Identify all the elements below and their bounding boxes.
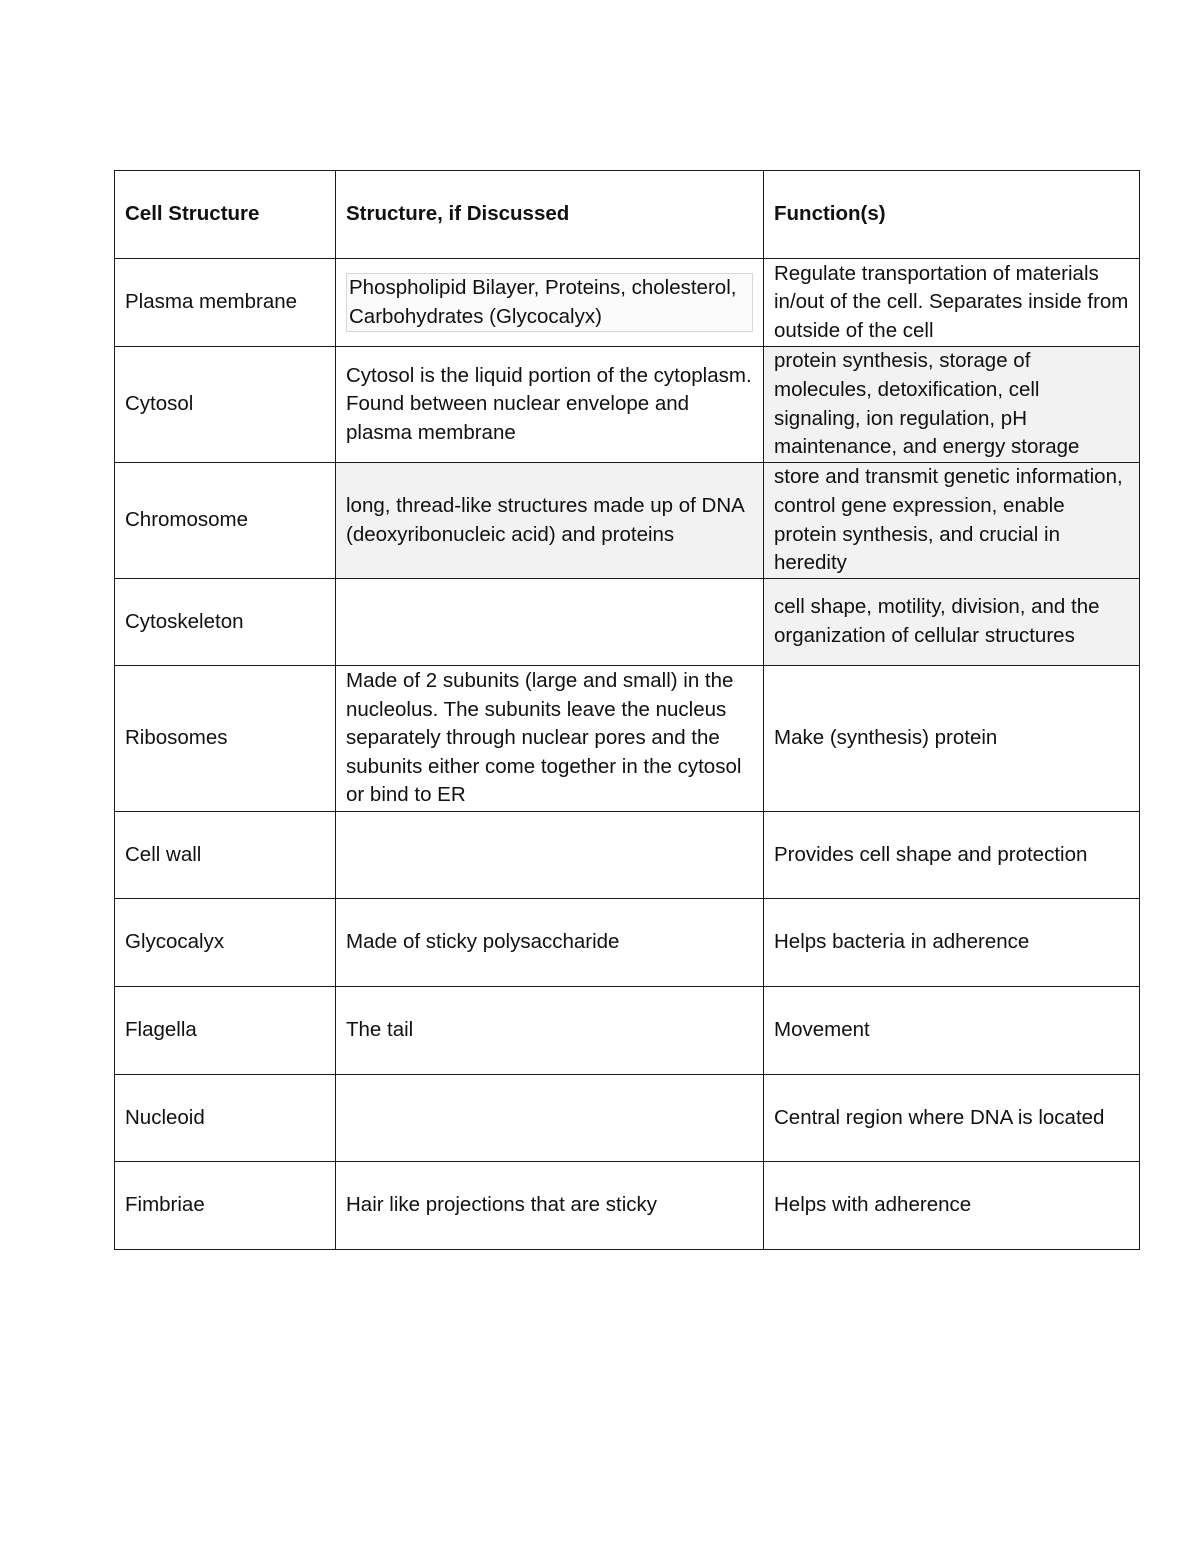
table-header-row <box>115 171 1140 259</box>
table-row <box>115 259 1140 347</box>
cell-structure-detail: Made of 2 subunits (large and small) in the nucleolus. The subunits leave the nucleus separately through nuclear pores and the subunits either come together in the cytosol or bind to ER <box>336 666 764 812</box>
cell-function: Helps bacteria in adherence <box>764 899 1140 987</box>
cell-structure-name: Cell wall <box>115 812 336 899</box>
header-structure-if-discussed: Structure, if Discussed <box>336 171 764 259</box>
cell-structure-name: Ribosomes <box>115 666 336 812</box>
cell-function: protein synthesis, storage of molecules, detoxification, cell signaling, ion regulation, pH maintenance, and energy storage <box>764 347 1140 463</box>
cell-structure-table <box>114 170 1140 1250</box>
cell-structure-name: Flagella <box>115 987 336 1075</box>
table-row <box>115 666 1140 812</box>
cell-structure-name: Cytoskeleton <box>115 579 336 666</box>
cell-structure-detail: Made of sticky polysaccharide <box>336 899 764 987</box>
cell-structure-detail <box>336 1075 764 1162</box>
cell-structure-detail: Cytosol is the liquid portion of the cytoplasm. Found between nuclear envelope and plasma membrane <box>336 347 764 463</box>
cell-function: cell shape, motility, division, and the organization of cellular structures <box>764 579 1140 666</box>
cell-function: Central region where DNA is located <box>764 1075 1140 1162</box>
cell-function: Make (synthesis) protein <box>764 666 1140 812</box>
header-cell-structure: Cell Structure <box>115 171 336 259</box>
cell-structure-name: Cytosol <box>115 347 336 463</box>
table-row <box>115 579 1140 666</box>
highlighted-text: Phospholipid Bilayer, Proteins, cholesterol, Carbohydrates (Glycocalyx) <box>346 273 753 332</box>
cell-function: Movement <box>764 987 1140 1075</box>
table-row <box>115 1075 1140 1162</box>
table-row <box>115 347 1140 463</box>
cell-function: Provides cell shape and protection <box>764 812 1140 899</box>
cell-function: Regulate transportation of materials in/out of the cell. Separates inside from outside of the cell <box>764 259 1140 347</box>
cell-structure-name: Glycocalyx <box>115 899 336 987</box>
cell-structure-name: Nucleoid <box>115 1075 336 1162</box>
cell-structure-name: Chromosome <box>115 463 336 579</box>
cell-structure-detail: Hair like projections that are sticky <box>336 1162 764 1250</box>
cell-function: store and transmit genetic information, control gene expression, enable protein synthesis, and crucial in heredity <box>764 463 1140 579</box>
table-row <box>115 899 1140 987</box>
cell-structure-detail <box>336 579 764 666</box>
table-row <box>115 987 1140 1075</box>
table-row <box>115 463 1140 579</box>
cell-structure-detail: The tail <box>336 987 764 1075</box>
table-row <box>115 812 1140 899</box>
header-functions: Function(s) <box>764 171 1140 259</box>
cell-structure-detail: long, thread-like structures made up of DNA (deoxyribonucleic acid) and proteins <box>336 463 764 579</box>
cell-structure-detail <box>336 259 764 347</box>
cell-structure-name: Fimbriae <box>115 1162 336 1250</box>
table-row <box>115 1162 1140 1250</box>
cell-structure-name: Plasma membrane <box>115 259 336 347</box>
cell-structure-detail <box>336 812 764 899</box>
cell-function: Helps with adherence <box>764 1162 1140 1250</box>
